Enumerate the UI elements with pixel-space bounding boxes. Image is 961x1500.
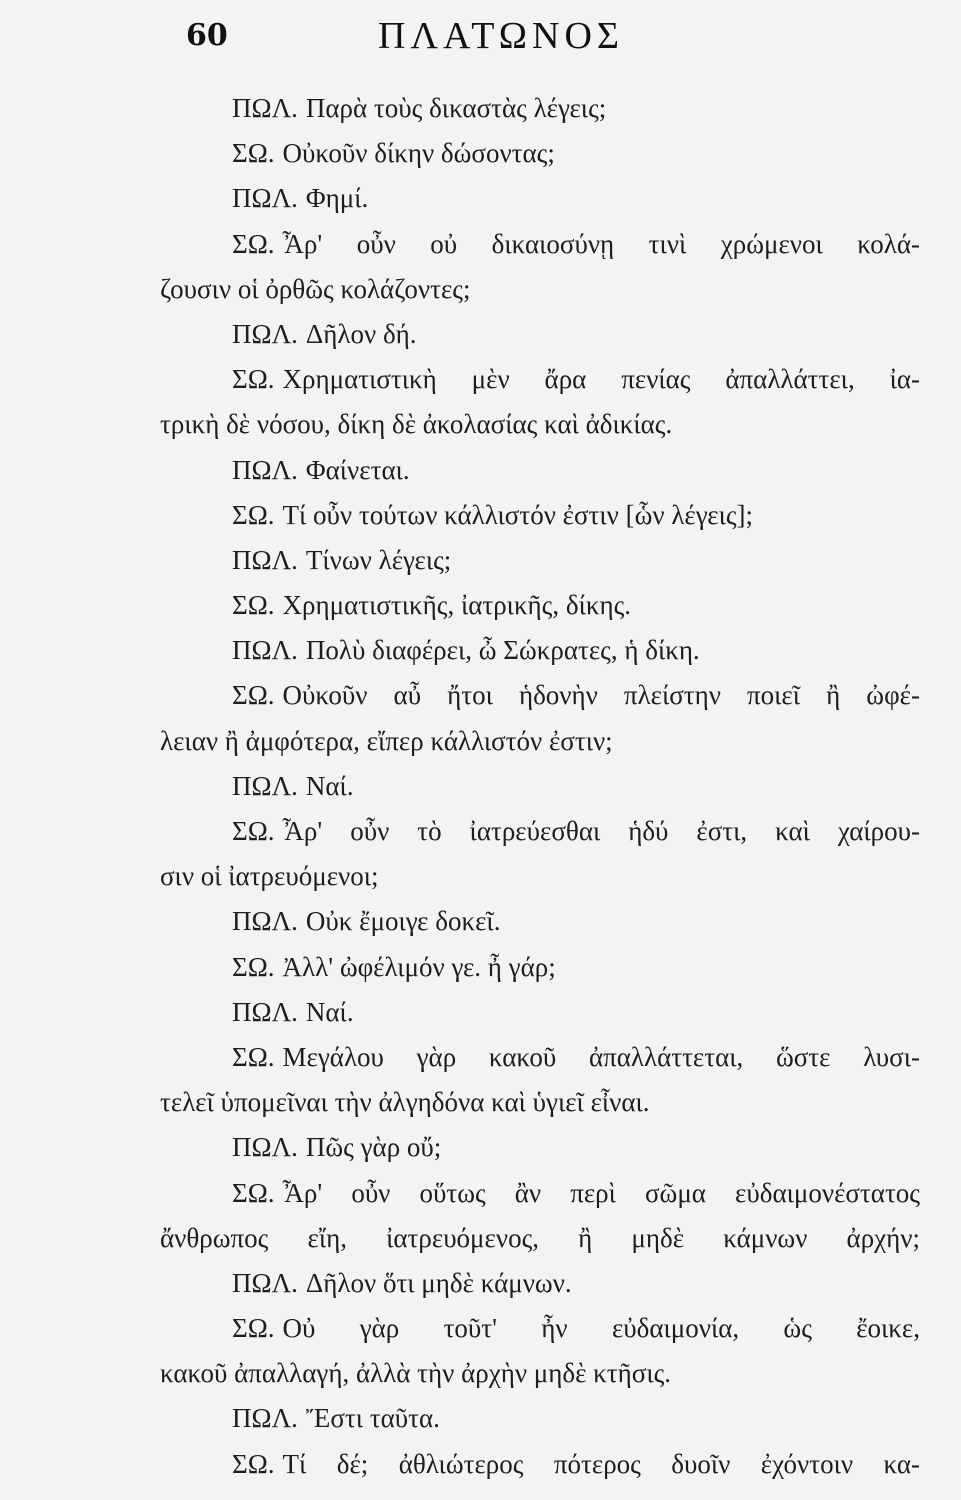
text-line [160, 493, 920, 538]
text-line [160, 1216, 920, 1261]
speaker-label: ΠΩΛ. [232, 1403, 298, 1434]
utterance-text: Πῶς γὰρ οὔ; [305, 1132, 442, 1163]
speaker-label: ΣΩ. [232, 590, 275, 621]
text-line [160, 1080, 920, 1125]
text-line [160, 673, 920, 718]
utterance-text: Μεγάλου γὰρ κακοῦ ἀπαλλάττεται, ὥστε λυσι- [282, 1041, 920, 1072]
text-line [160, 222, 920, 267]
utterance-text: Φημί. [305, 183, 369, 214]
utterance-text: Πολὺ διαφέρει, ὦ Σώκρατες, ἡ δίκη. [305, 635, 700, 666]
dialogue-text [160, 86, 920, 1487]
utterance-text: Παρὰ τοὺς δικαστὰς λέγεις; [305, 93, 607, 123]
text-line [160, 1442, 920, 1487]
text-line [160, 628, 920, 673]
utterance-text: Τί οὖν τούτων κάλλιστόν ἐστιν [ὧν λέγεις]; [282, 499, 754, 530]
text-line [160, 448, 920, 493]
text-line [160, 1125, 920, 1170]
utterance-text: Ναί. [305, 770, 354, 801]
speaker-label: ΠΩΛ. [232, 1132, 298, 1163]
text-line [160, 764, 920, 809]
text-line [160, 583, 920, 628]
utterance-text: τρικὴ δὲ νόσου, δίκη δὲ ἀκολασίας καὶ ἀδικίας. [160, 409, 673, 440]
text-line [160, 809, 920, 854]
utterance-text: ἄνθρωπος εἴη, ἰατρευόμενος, ἢ μηδὲ κάμνων ἀρχήν; [160, 1222, 920, 1253]
text-line [160, 1351, 920, 1396]
text-line [160, 1306, 920, 1351]
speaker-label: ΣΩ. [232, 499, 275, 530]
speaker-label: ΣΩ. [232, 1177, 275, 1208]
utterance-text: Δῆλον δή. [305, 318, 417, 349]
utterance-text: κακοῦ ἀπαλλαγή, ἀλλὰ τὴν ἀρχὴν μηδὲ κτῆσις. [160, 1358, 672, 1389]
speaker-label: ΣΩ. [232, 680, 275, 711]
utterance-text: Ἆρ' οὖν οὕτως ἂν περὶ σῶμα εὐδαιμονέστατος [282, 1177, 920, 1208]
utterance-text: Οὐκοῦν δίκην δώσοντας; [282, 138, 555, 169]
text-line [160, 538, 920, 583]
speaker-label: ΠΩΛ. [232, 454, 298, 485]
speaker-label: ΣΩ. [232, 1041, 275, 1072]
text-line [160, 1396, 920, 1441]
page-header [0, 12, 961, 62]
utterance-text: λειαν ἢ ἀμφότερα, εἴπερ κάλλιστόν ἐστιν; [160, 725, 613, 756]
text-line [160, 1261, 920, 1306]
text-line [160, 990, 920, 1035]
utterance-text: Χρηματιστικῆς, ἰατρικῆς, δίκης. [282, 590, 632, 621]
utterance-text: Ἔστι ταῦτα. [305, 1403, 440, 1434]
speaker-label: ΠΩΛ. [232, 318, 298, 349]
speaker-label: ΠΩΛ. [232, 996, 298, 1027]
text-line [160, 1171, 920, 1216]
speaker-label: ΣΩ. [232, 816, 275, 846]
utterance-text: ζουσιν οἱ ὀρθῶς κολάζοντες; [160, 273, 471, 304]
speaker-label: ΣΩ. [232, 951, 275, 982]
utterance-text: Τί δέ; ἀθλιώτερος πότερος δυοῖν ἐχόντοιν κα- [282, 1448, 920, 1479]
speaker-label: ΠΩΛ. [232, 544, 298, 575]
speaker-label: ΣΩ. [232, 364, 275, 395]
text-line [160, 1035, 920, 1080]
speaker-label: ΠΩΛ. [232, 93, 298, 123]
speaker-label: ΠΩΛ. [232, 770, 298, 801]
utterance-text: Φαίνεται. [305, 454, 410, 485]
speaker-label: ΠΩΛ. [232, 183, 298, 214]
running-title: ΠΛΑΤΩΝΟΣ [378, 15, 625, 57]
speaker-label: ΣΩ. [232, 228, 275, 259]
text-line [160, 899, 920, 944]
speaker-label: ΠΩΛ. [232, 635, 298, 666]
utterance-text: Ἆρ' οὖν οὐ δικαιοσύνῃ τινὶ χρώμενοι κολά- [282, 228, 920, 259]
text-line [160, 402, 920, 447]
utterance-text: Χρηματιστικὴ μὲν ἄρα πενίας ἀπαλλάττει, ἰα- [282, 364, 920, 395]
speaker-label: ΣΩ. [232, 1448, 275, 1479]
text-line [160, 86, 920, 131]
speaker-label: ΣΩ. [232, 138, 275, 169]
utterance-text: Δῆλον ὅτι μηδὲ κάμνων. [305, 1267, 572, 1298]
utterance-text: Ναί. [305, 996, 354, 1027]
utterance-text: Ἆρ' οὖν τὸ ἰατρεύεσθαι ἡδύ ἐστι, καὶ χαίρου- [282, 816, 920, 846]
text-line [160, 312, 920, 357]
speaker-label: ΠΩΛ. [232, 1267, 298, 1298]
text-line [160, 267, 920, 312]
page-number: 60 [186, 18, 228, 53]
text-line [160, 357, 920, 402]
text-line [160, 854, 920, 899]
utterance-text: Οὐκοῦν αὖ ἤτοι ἡδονὴν πλείστην ποιεῖ ἢ ὠφέ- [282, 680, 920, 711]
utterance-text: Τίνων λέγεις; [305, 544, 452, 575]
utterance-text: τελεῖ ὑπομεῖναι τὴν ἀλγηδόνα καὶ ὑγιεῖ εἶναι. [160, 1087, 650, 1118]
utterance-text: Ἀλλ' ὠφέλιμόν γε. ἦ γάρ; [282, 951, 556, 982]
text-line [160, 945, 920, 990]
utterance-text: σιν οἱ ἰατρευόμενοι; [160, 861, 379, 892]
speaker-label: ΠΩΛ. [232, 906, 298, 937]
speaker-label: ΣΩ. [232, 1313, 275, 1344]
text-line [160, 131, 920, 176]
utterance-text: Οὐ γὰρ τοῦτ' ἦν εὐδαιμονία, ὡς ἔοικε, [282, 1313, 920, 1344]
text-line [160, 719, 920, 764]
text-line [160, 176, 920, 221]
utterance-text: Οὐκ ἔμοιγε δοκεῖ. [305, 906, 501, 937]
